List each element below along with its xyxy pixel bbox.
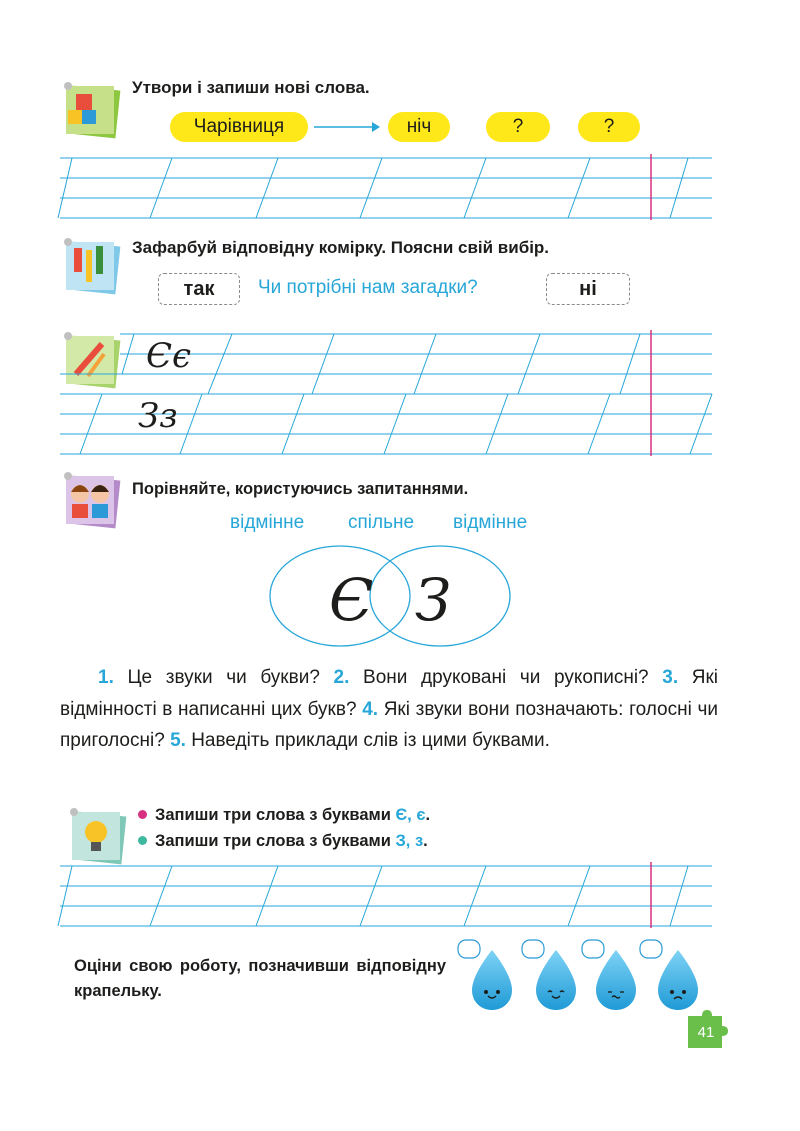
bullet-teal-icon <box>138 836 147 845</box>
venn-letter-ye: Є <box>329 566 374 634</box>
task2-title: Зафарбуй відповідну комірку. Поясни свій вибір. <box>132 238 550 257</box>
word-pill-unknown-2: ? <box>578 112 640 142</box>
venn-letter-ze: З <box>415 566 452 634</box>
writing-lines-1[interactable] <box>0 150 800 230</box>
lightbulb-icon <box>66 806 118 858</box>
question-3-number: 3. <box>662 667 679 688</box>
arrow-right-icon <box>312 117 382 137</box>
question-2-number: 2. <box>333 667 350 688</box>
cursive-letters-ye: Єє <box>146 336 192 376</box>
answer-cell-no[interactable]: ні <box>546 273 630 305</box>
question-5-number: 5. <box>170 730 186 751</box>
cursive-letters-ze: Зз <box>138 396 178 436</box>
task4-title: Порівняйте, користуючись запитаннями. <box>132 480 469 498</box>
self-assessment-text: Оціни свою роботу, позначивши відповідну крапельку. <box>74 957 446 1000</box>
letters-ze: З, з <box>395 832 424 850</box>
venn-label-left: відмінне <box>230 512 305 533</box>
puzzle-page-badge <box>684 1010 728 1050</box>
alphabet-blocks-icon <box>60 80 112 132</box>
word-pill-unknown-1: ? <box>486 112 550 142</box>
writing-lines-3[interactable] <box>0 858 800 938</box>
neutral-drop-icon[interactable] <box>582 940 636 1010</box>
question-1-number: 1. <box>98 667 114 688</box>
task2-question: Чи потрібні нам загадки? <box>258 277 478 298</box>
answer-cell-yes[interactable]: так <box>158 273 240 305</box>
drops-group <box>452 940 712 1020</box>
word-pill-charivnytsia: Чарівниця <box>170 112 308 142</box>
smiling-drop-icon[interactable] <box>522 940 576 1010</box>
venn-label-middle: спільне <box>348 512 415 533</box>
bullet-pink-icon <box>138 810 147 819</box>
questions-paragraph <box>60 662 718 757</box>
word-pill-nich: ніч <box>388 112 450 142</box>
question-2-text: Вони друковані чи рукописні? <box>363 667 649 688</box>
task5-line-1: Запиши три слова з буквами Є, є. <box>138 806 430 825</box>
page-number: 41 <box>697 1024 715 1041</box>
venn-label-right: відмінне <box>453 512 528 533</box>
paint-brushes-icon <box>60 236 112 288</box>
children-icon <box>60 470 112 522</box>
question-1-text: Це звуки чи букви? <box>127 667 320 688</box>
writing-lines-2[interactable] <box>0 330 800 460</box>
letters-ye: Є, є <box>395 806 426 824</box>
task1-title: Утвори і запиши нові слова. <box>132 78 370 97</box>
question-4-text: Які звуки вони позначають: голосні чи приголосні? <box>60 698 719 751</box>
task5-line-2: Запиши три слова з буквами З, з. <box>138 832 428 851</box>
venn-diagram <box>265 540 525 650</box>
sad-drop-icon[interactable] <box>640 940 698 1010</box>
question-4-number: 4. <box>362 698 379 720</box>
happy-drop-icon[interactable] <box>458 940 512 1010</box>
question-5-text: Наведіть приклади слів із цими буквами. <box>191 730 550 751</box>
question-3-text: Які відмінності в написанні цих букв? <box>60 667 719 720</box>
